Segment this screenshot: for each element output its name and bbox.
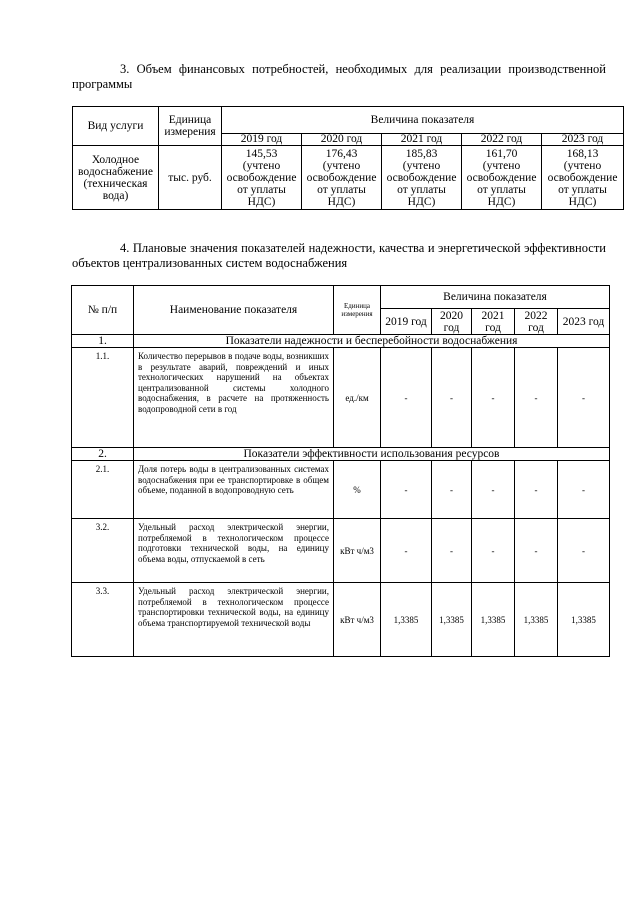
year-header: 2021 год <box>472 309 515 335</box>
value-note: (учтено освобождение от уплаты НДС) <box>547 159 618 208</box>
row-num: 3.2. <box>72 519 134 583</box>
unit-cell: тыс. руб. <box>159 146 222 210</box>
row-value: - <box>515 461 558 519</box>
year-header: 2022 год <box>515 309 558 335</box>
value-note: (учтено освобождение от уплаты НДС) <box>226 159 297 208</box>
value-cell <box>302 146 382 210</box>
section3-title <box>72 62 606 92</box>
row-value: 1,3385 <box>515 583 558 657</box>
section4-title <box>72 241 606 271</box>
value-cell <box>222 146 302 210</box>
row-num: 1.1. <box>72 348 134 448</box>
section-num: 2. <box>72 448 134 461</box>
year-header: 2019 год <box>381 309 432 335</box>
value-cell <box>462 146 542 210</box>
row-value: - <box>515 519 558 583</box>
row-value: 1,3385 <box>432 583 472 657</box>
value-cell <box>542 146 624 210</box>
row-value: 1,3385 <box>381 583 432 657</box>
year-header: 2020 год <box>432 309 472 335</box>
row-value: - <box>558 519 610 583</box>
row-num: 3.3. <box>72 583 134 657</box>
row-value: - <box>515 348 558 448</box>
value-number: 185,83 <box>405 147 438 160</box>
row-name: Количество перерывов в подаче воды, возникших в результате аварий, повреждений и иных технологических нарушений на объектах централизованной системы холодного водоснабжения, в расчете на протяженность водопроводной сети в год <box>134 348 334 448</box>
value-number: 168,13 <box>566 147 599 160</box>
col-value-header: Величина показателя <box>222 107 624 134</box>
section3-title-text: 3. Объем финансовых потребностей, необходимых для реализации производственной программы <box>72 62 606 91</box>
value-note: (учтено освобождение от уплаты НДС) <box>466 159 537 208</box>
row-value: 1,3385 <box>472 583 515 657</box>
row-value: - <box>381 519 432 583</box>
col-name-header: Наименование показателя <box>134 286 334 335</box>
row-value: - <box>432 461 472 519</box>
row-name: Доля потерь воды в централизованных системах водоснабжения при ее транспортировке в общем объеме, поданной в водопроводную сеть <box>134 461 334 519</box>
year-header: 2020 год <box>302 134 382 146</box>
row-unit: % <box>334 461 381 519</box>
section4-title-text: 4. Плановые значения показателей надежности, качества и энергетической эффективности объектов централизованных систем водоснабжения <box>72 241 606 270</box>
row-value: - <box>381 348 432 448</box>
row-value: - <box>432 519 472 583</box>
row-value: - <box>472 519 515 583</box>
year-header: 2023 год <box>558 309 610 335</box>
value-number: 176,43 <box>325 147 358 160</box>
col-num-header: № п/п <box>72 286 134 335</box>
row-name: Удельный расход электрической энергии, потребляемой в технологическом процессе транспортировки технической воды, на единицу объема транспортируемой технической воды <box>134 583 334 657</box>
year-header: 2022 год <box>462 134 542 146</box>
row-value: - <box>381 461 432 519</box>
service-cell: Холодное водоснабжение (техническая вода) <box>73 146 159 210</box>
col-unit-header: Единица измерения <box>334 286 381 335</box>
row-value: - <box>432 348 472 448</box>
year-header: 2019 год <box>222 134 302 146</box>
row-value: - <box>558 348 610 448</box>
year-header: 2021 год <box>382 134 462 146</box>
col-unit-header: Единица измерения <box>159 107 222 146</box>
row-value: - <box>472 348 515 448</box>
section-num: 1. <box>72 335 134 348</box>
row-name: Удельный расход электрической энергии, потребляемой в технологическом процессе подготовки технической воды, на единицу объема воды, отпускаемой в сеть <box>134 519 334 583</box>
value-cell <box>382 146 462 210</box>
value-number: 161,70 <box>485 147 518 160</box>
row-value: 1,3385 <box>558 583 610 657</box>
col-service-header: Вид услуги <box>73 107 159 146</box>
financial-needs-table <box>72 106 624 210</box>
section-title: Показатели эффективности использования ресурсов <box>134 448 610 461</box>
value-note: (учтено освобождение от уплаты НДС) <box>386 159 457 208</box>
row-value: - <box>472 461 515 519</box>
col-value-header: Величина показателя <box>381 286 610 309</box>
value-number: 145,53 <box>245 147 278 160</box>
section-title: Показатели надежности и бесперебойности водоснабжения <box>134 335 610 348</box>
row-unit: ед./км <box>334 348 381 448</box>
row-unit: кВт ч/м3 <box>334 519 381 583</box>
value-note: (учтено освобождение от уплаты НДС) <box>306 159 377 208</box>
row-num: 2.1. <box>72 461 134 519</box>
year-header: 2023 год <box>542 134 624 146</box>
indicators-table <box>71 285 610 657</box>
row-unit: кВт ч/м3 <box>334 583 381 657</box>
row-value: - <box>558 461 610 519</box>
